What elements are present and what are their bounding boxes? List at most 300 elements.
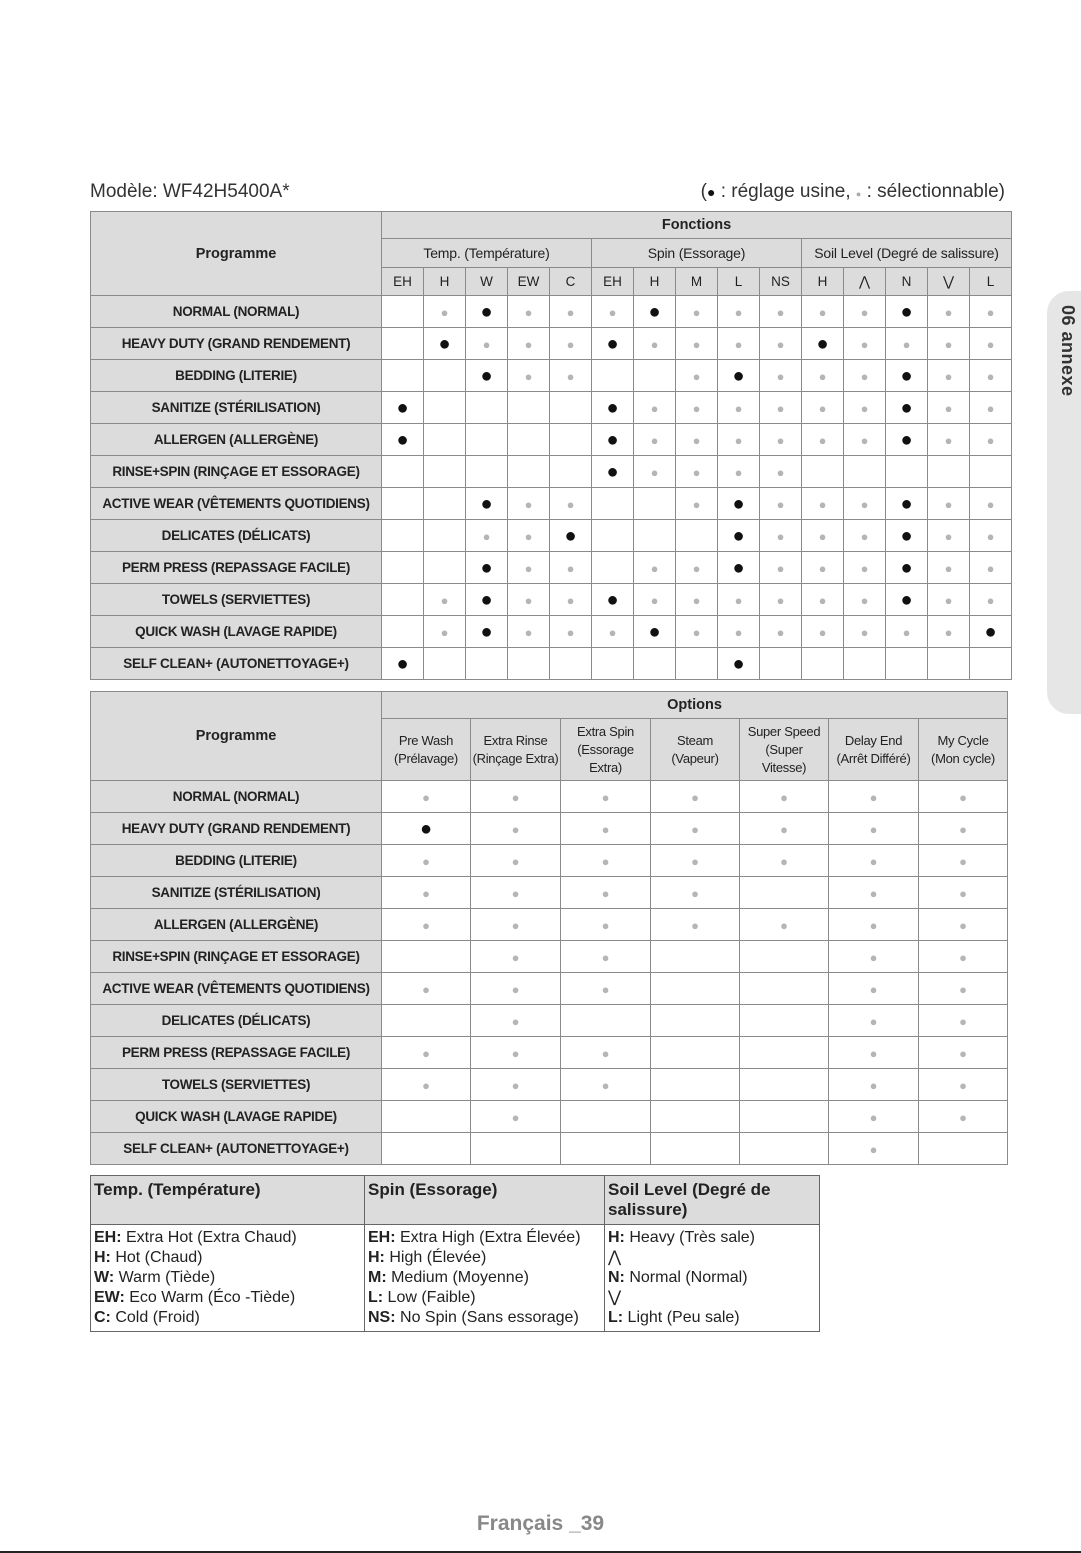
selectable-dot-icon: ● xyxy=(692,496,701,512)
function-cell xyxy=(886,424,928,456)
function-cell xyxy=(970,584,1012,616)
selectable-dot-icon: ● xyxy=(691,917,699,933)
selectable-dot-icon: ● xyxy=(566,624,575,640)
key-column-header: Soil Level (Degré de salissure) xyxy=(605,1176,820,1225)
function-cell xyxy=(676,456,718,488)
function-cell xyxy=(550,392,592,424)
function-cell xyxy=(382,392,424,424)
selectable-dot-icon: ● xyxy=(650,400,659,416)
option-cell xyxy=(382,1069,471,1101)
function-cell xyxy=(466,584,508,616)
legend-default-text: : réglage usine, xyxy=(715,181,856,202)
function-cell xyxy=(466,328,508,360)
function-cell xyxy=(634,616,676,648)
programme-name: QUICK WASH (LAVAGE RAPIDE) xyxy=(91,1101,382,1133)
table-row xyxy=(91,1005,1008,1037)
default-dot-icon: ● xyxy=(606,396,619,419)
option-cell xyxy=(829,781,919,813)
option-header-line: (Super xyxy=(765,741,803,757)
function-cell xyxy=(718,360,760,392)
table-row xyxy=(91,296,1012,328)
selectable-dot-icon: ● xyxy=(944,496,953,512)
function-cell xyxy=(802,424,844,456)
programme-name: PERM PRESS (REPASSAGE FACILE) xyxy=(91,552,382,584)
function-cell xyxy=(760,328,802,360)
key-line xyxy=(608,1248,816,1268)
table-row xyxy=(91,877,1008,909)
selectable-dot-icon: ● xyxy=(902,624,911,640)
selectable-dot-icon: ● xyxy=(511,917,520,933)
selectable-dot-icon: ● xyxy=(692,400,701,416)
function-cell xyxy=(424,328,466,360)
selectable-dot-icon: ● xyxy=(818,496,827,512)
function-cell xyxy=(802,360,844,392)
selectable-dot-icon: ● xyxy=(776,336,785,352)
selectable-dot-icon: ● xyxy=(608,304,617,320)
function-cell xyxy=(886,456,928,488)
selectable-dot-icon: ● xyxy=(601,789,610,805)
default-dot-icon: ● xyxy=(732,556,745,579)
selectable-dot-icon: ● xyxy=(601,917,610,933)
table-row xyxy=(91,328,1012,360)
table-row xyxy=(91,1037,1008,1069)
selectable-dot-icon: ● xyxy=(818,304,827,320)
function-cell xyxy=(466,520,508,552)
function-cell xyxy=(424,520,466,552)
selectable-dot-icon: ● xyxy=(692,560,701,576)
selectable-dot-icon: ● xyxy=(860,336,869,352)
function-cell xyxy=(550,648,592,680)
selectable-dot-icon: ● xyxy=(511,949,520,965)
function-cell xyxy=(676,520,718,552)
function-cell xyxy=(802,616,844,648)
selectable-dot-icon: ● xyxy=(776,560,785,576)
option-cell xyxy=(651,813,740,845)
function-cell xyxy=(844,616,886,648)
function-cell xyxy=(424,616,466,648)
option-header-line: Steam xyxy=(676,732,714,748)
selectable-dot-icon: ● xyxy=(776,496,785,512)
key-column xyxy=(365,1225,605,1332)
function-cell xyxy=(844,456,886,488)
option-cell xyxy=(471,1101,561,1133)
table-row xyxy=(91,1133,1008,1165)
option-cell xyxy=(382,845,471,877)
option-cell xyxy=(561,973,651,1005)
key-text: ⋀ xyxy=(608,1249,622,1266)
function-cell xyxy=(802,392,844,424)
key-text: Eco Warm (Éco -Tiède) xyxy=(124,1289,296,1306)
function-cell xyxy=(382,648,424,680)
function-cell xyxy=(886,296,928,328)
table-row xyxy=(91,552,1012,584)
option-cell xyxy=(651,877,740,909)
function-cell xyxy=(676,616,718,648)
option-header-line: (Arrêt Différé) xyxy=(836,750,911,766)
option-cell xyxy=(651,1037,740,1069)
key-line xyxy=(94,1248,361,1268)
selectable-dot-icon: ● xyxy=(860,624,869,640)
function-cell xyxy=(718,488,760,520)
function-cell xyxy=(928,456,970,488)
function-cell xyxy=(802,520,844,552)
selectable-dot-icon: ● xyxy=(959,1109,967,1125)
options-table xyxy=(90,691,1008,1165)
chapter-tab xyxy=(1047,291,1081,714)
key-column xyxy=(91,1225,365,1332)
option-column-header xyxy=(919,719,1008,781)
option-column-header xyxy=(740,719,829,781)
function-cell xyxy=(676,296,718,328)
table-row xyxy=(91,648,1012,680)
function-cell xyxy=(424,296,466,328)
function-cell xyxy=(676,424,718,456)
function-cell xyxy=(634,424,676,456)
selectable-dot-icon: ● xyxy=(524,624,533,640)
selectable-dot-icon: ● xyxy=(869,853,878,869)
function-cell xyxy=(550,584,592,616)
function-cell xyxy=(970,328,1012,360)
option-cell xyxy=(829,845,919,877)
selectable-dot-icon: ● xyxy=(511,1109,520,1125)
table-row xyxy=(91,845,1008,877)
function-cell xyxy=(424,456,466,488)
function-column-header: W xyxy=(466,268,508,296)
function-cell xyxy=(424,360,466,392)
programme-name: TOWELS (SERVIETTES) xyxy=(91,1069,382,1101)
model-label: Modèle: WF42H5400A* xyxy=(90,181,290,202)
key-column xyxy=(605,1225,820,1332)
function-cell xyxy=(382,616,424,648)
function-cell xyxy=(508,488,550,520)
function-cell xyxy=(466,296,508,328)
key-text: Heavy (Très sale) xyxy=(624,1229,755,1246)
option-cell xyxy=(471,1005,561,1037)
option-cell xyxy=(740,909,829,941)
selectable-dot-icon: ● xyxy=(986,528,995,544)
function-cell xyxy=(886,328,928,360)
option-header-line: My Cycle xyxy=(937,732,989,748)
default-dot-icon: ● xyxy=(732,524,745,547)
selectable-dot-icon: ● xyxy=(511,1077,520,1093)
key-line xyxy=(368,1248,601,1268)
function-column-header: L xyxy=(718,268,760,296)
table-row xyxy=(91,360,1012,392)
function-cell xyxy=(970,392,1012,424)
function-cell xyxy=(928,520,970,552)
function-cell xyxy=(718,520,760,552)
function-cell xyxy=(718,648,760,680)
function-cell xyxy=(970,360,1012,392)
selectable-dot-icon: ● xyxy=(818,368,827,384)
selectable-dot-icon: ● xyxy=(511,885,520,901)
selectable-dot-icon: ● xyxy=(986,336,995,352)
option-cell xyxy=(651,1133,740,1165)
default-dot-icon: ● xyxy=(900,364,913,387)
option-cell xyxy=(919,1037,1008,1069)
function-cell xyxy=(508,456,550,488)
function-cell xyxy=(760,424,802,456)
function-cell xyxy=(592,424,634,456)
selectable-dot-icon: ● xyxy=(566,304,575,320)
function-cell xyxy=(424,584,466,616)
selectable-dot-icon: ● xyxy=(566,336,575,352)
option-cell xyxy=(651,1005,740,1037)
function-cell xyxy=(424,488,466,520)
function-cell xyxy=(760,552,802,584)
programme-name: DELICATES (DÉLICATS) xyxy=(91,1005,382,1037)
function-cell xyxy=(550,328,592,360)
selectable-dot-icon: ● xyxy=(734,304,743,320)
function-column-header: EW xyxy=(508,268,550,296)
option-cell xyxy=(740,1037,829,1069)
function-cell xyxy=(592,488,634,520)
selectable-dot-icon: ● xyxy=(422,1045,430,1061)
option-cell xyxy=(561,1133,651,1165)
function-cell xyxy=(718,392,760,424)
function-cell xyxy=(844,488,886,520)
selectable-dot-icon: ● xyxy=(869,885,878,901)
function-cell xyxy=(928,552,970,584)
option-header-line: (Vapeur) xyxy=(671,750,719,766)
selectable-dot-icon: ● xyxy=(511,1013,520,1029)
selectable-dot-icon: ● xyxy=(422,917,430,933)
function-cell xyxy=(424,424,466,456)
key-line xyxy=(94,1268,361,1288)
selectable-dot-icon: ● xyxy=(944,592,953,608)
function-cell xyxy=(382,424,424,456)
function-cell xyxy=(508,296,550,328)
function-cell xyxy=(424,648,466,680)
selectable-dot-icon: ● xyxy=(860,368,869,384)
table-row xyxy=(91,781,1008,813)
option-cell xyxy=(471,845,561,877)
function-column-header: H xyxy=(802,268,844,296)
function-cell xyxy=(466,488,508,520)
function-column-header: C xyxy=(550,268,592,296)
key-abbr: M: xyxy=(368,1269,387,1286)
function-cell xyxy=(886,392,928,424)
function-cell xyxy=(760,520,802,552)
option-header-line: Delay End xyxy=(844,732,903,748)
selectable-dot-icon: ● xyxy=(944,400,953,416)
table-row xyxy=(91,488,1012,520)
selectable-dot-icon: ● xyxy=(422,1077,430,1093)
selectable-dot-icon: ● xyxy=(734,432,743,448)
default-dot-icon: ● xyxy=(900,492,913,515)
default-dot-icon: ● xyxy=(480,364,493,387)
option-cell xyxy=(829,909,919,941)
function-cell xyxy=(508,552,550,584)
function-cell xyxy=(718,584,760,616)
option-cell xyxy=(919,1101,1008,1133)
function-cell xyxy=(508,520,550,552)
selectable-dot-icon: ● xyxy=(959,1013,967,1029)
table-row xyxy=(91,813,1008,845)
option-cell xyxy=(561,941,651,973)
selectable-dot-icon: ● xyxy=(902,336,911,352)
function-cell xyxy=(508,648,550,680)
function-cell xyxy=(886,616,928,648)
function-cell xyxy=(676,584,718,616)
programme-name: SANITIZE (STÉRILISATION) xyxy=(91,392,382,424)
function-cell xyxy=(928,648,970,680)
option-cell xyxy=(919,1133,1008,1165)
selectable-dot-icon: ● xyxy=(440,304,449,320)
option-cell xyxy=(919,941,1008,973)
default-dot-icon: ● xyxy=(900,300,913,323)
function-cell xyxy=(760,296,802,328)
selectable-dot-icon: ● xyxy=(422,789,430,805)
selectable-dot-icon: ● xyxy=(691,885,699,901)
selectable-dot-icon: ● xyxy=(524,528,533,544)
option-cell xyxy=(651,941,740,973)
default-dot-icon: ● xyxy=(732,652,745,675)
option-cell xyxy=(561,845,651,877)
default-dot-icon: ● xyxy=(732,364,745,387)
option-cell xyxy=(561,813,651,845)
key-abbr: H: xyxy=(94,1249,111,1266)
function-cell xyxy=(970,424,1012,456)
selectable-dot-icon: ● xyxy=(692,304,701,320)
option-header-line: Extra Spin xyxy=(577,723,634,739)
programme-name: BEDDING (LITERIE) xyxy=(91,845,382,877)
function-cell xyxy=(802,456,844,488)
option-cell xyxy=(561,1005,651,1037)
function-cell xyxy=(718,328,760,360)
function-cell xyxy=(592,456,634,488)
key-text: Medium (Moyenne) xyxy=(386,1269,529,1286)
function-cell xyxy=(382,488,424,520)
option-column-header xyxy=(471,719,561,781)
default-dot-icon: ● xyxy=(606,332,619,355)
option-cell xyxy=(651,909,740,941)
programme-name: NORMAL (NORMAL) xyxy=(91,781,382,813)
function-column-header: EH xyxy=(382,268,424,296)
selectable-dot-icon: ● xyxy=(776,464,785,480)
option-cell xyxy=(561,909,651,941)
selectable-dot-icon: ● xyxy=(511,853,520,869)
function-cell xyxy=(634,296,676,328)
function-cell xyxy=(886,488,928,520)
option-cell xyxy=(829,1069,919,1101)
key-line xyxy=(368,1288,601,1308)
option-cell xyxy=(382,813,471,845)
default-dot-icon: ● xyxy=(984,620,997,643)
function-cell xyxy=(886,552,928,584)
selectable-dot-icon: ● xyxy=(986,400,995,416)
key-line xyxy=(94,1308,361,1328)
option-cell xyxy=(919,973,1008,1005)
key-line xyxy=(368,1268,601,1288)
function-cell xyxy=(928,584,970,616)
function-cell xyxy=(634,520,676,552)
key-abbr: L: xyxy=(368,1289,384,1306)
function-cell xyxy=(382,520,424,552)
default-dot-icon: ● xyxy=(396,428,409,451)
function-cell xyxy=(928,296,970,328)
function-cell xyxy=(886,584,928,616)
selectable-dot-icon: ● xyxy=(944,304,953,320)
programme-name: RINSE+SPIN (RINÇAGE ET ESSORAGE) xyxy=(91,941,382,973)
option-cell xyxy=(740,973,829,1005)
default-dot-icon: ● xyxy=(706,184,716,200)
option-header-line: Extra Rinse xyxy=(483,732,548,748)
key-column-header: Temp. (Température) xyxy=(91,1176,365,1225)
option-header-line: Extra) xyxy=(589,759,622,775)
function-cell xyxy=(592,392,634,424)
option-cell xyxy=(740,781,829,813)
functions-table xyxy=(90,211,1012,680)
function-cell xyxy=(760,648,802,680)
key-line xyxy=(94,1228,361,1248)
temp-group-header: Temp. (Température) xyxy=(382,239,592,268)
selectable-dot-icon: ● xyxy=(650,432,659,448)
table-row xyxy=(91,584,1012,616)
selectable-dot-icon: ● xyxy=(869,981,878,997)
function-cell xyxy=(886,360,928,392)
table-row xyxy=(91,1069,1008,1101)
key-text: No Spin (Sans essorage) xyxy=(395,1309,579,1326)
option-cell xyxy=(829,1101,919,1133)
option-cell xyxy=(740,1069,829,1101)
programme-name: ALLERGEN (ALLERGÈNE) xyxy=(91,909,382,941)
options-title: Options xyxy=(382,692,1008,719)
function-cell xyxy=(802,552,844,584)
selectable-dot-icon: ● xyxy=(524,368,533,384)
option-cell xyxy=(651,781,740,813)
abbreviation-key-table xyxy=(90,1175,820,1332)
key-text: High (Élevée) xyxy=(384,1249,487,1266)
default-dot-icon: ● xyxy=(480,300,493,323)
function-cell xyxy=(508,360,550,392)
function-cell xyxy=(802,296,844,328)
selectable-dot-icon: ● xyxy=(986,368,995,384)
programme-header: Programme xyxy=(91,692,382,781)
option-cell xyxy=(561,1069,651,1101)
function-cell xyxy=(466,424,508,456)
default-dot-icon: ● xyxy=(648,300,661,323)
function-cell xyxy=(382,360,424,392)
default-dot-icon: ● xyxy=(480,556,493,579)
default-dot-icon: ● xyxy=(438,332,451,355)
function-cell xyxy=(466,392,508,424)
function-column-header: ⋀ xyxy=(844,268,886,296)
selectable-dot-icon: ● xyxy=(601,821,610,837)
option-cell xyxy=(471,877,561,909)
selectable-dot-icon: ● xyxy=(734,592,743,608)
option-cell xyxy=(740,1133,829,1165)
function-cell xyxy=(508,328,550,360)
function-cell xyxy=(970,520,1012,552)
selectable-dot-icon: ● xyxy=(986,592,995,608)
option-cell xyxy=(829,813,919,845)
option-cell xyxy=(829,1005,919,1037)
functions-title: Fonctions xyxy=(382,212,1012,239)
function-cell xyxy=(634,648,676,680)
selectable-dot-icon: ● xyxy=(869,821,878,837)
selectable-dot-icon: ● xyxy=(818,624,827,640)
function-cell xyxy=(928,328,970,360)
selectable-dot-icon: ● xyxy=(944,336,953,352)
programme-name: ACTIVE WEAR (VÊTEMENTS QUOTIDIENS) xyxy=(91,488,382,520)
function-cell xyxy=(760,360,802,392)
function-cell xyxy=(508,616,550,648)
option-column-header xyxy=(829,719,919,781)
default-dot-icon: ● xyxy=(480,620,493,643)
key-abbr: NS: xyxy=(368,1309,396,1326)
key-column-header: Spin (Essorage) xyxy=(365,1176,605,1225)
